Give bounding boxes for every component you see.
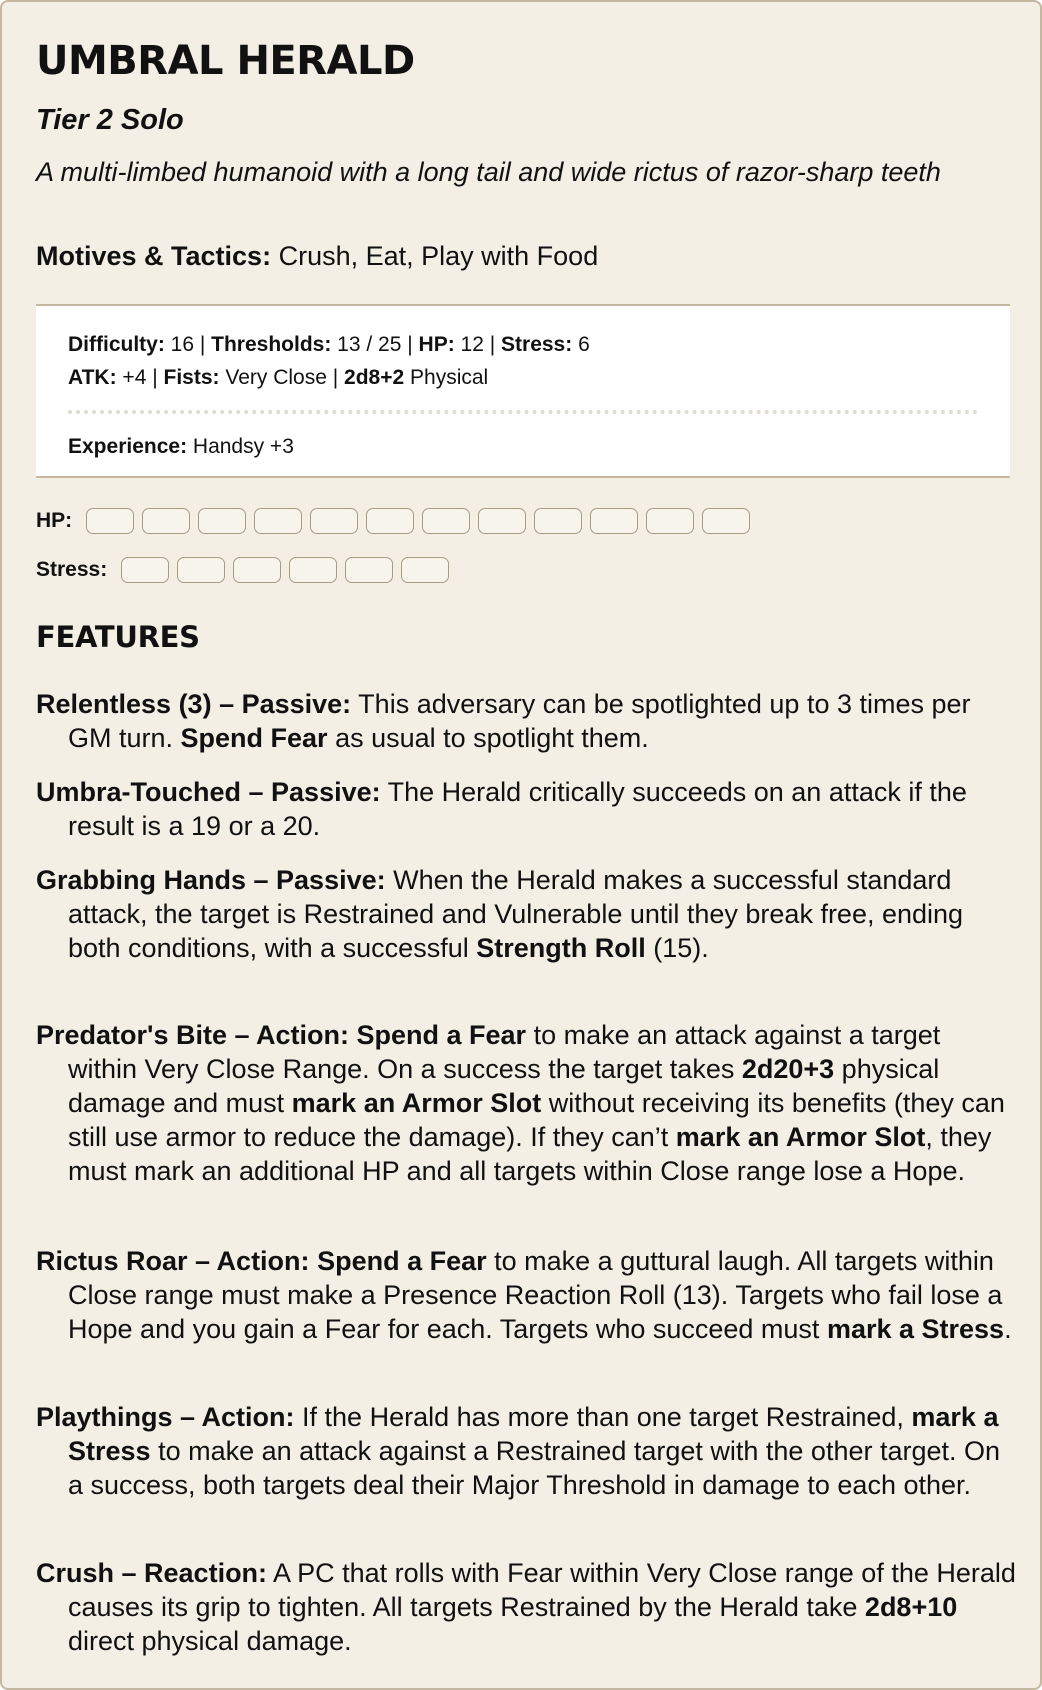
feature-keyword: mark a Stress xyxy=(68,1402,999,1466)
feature-keyword: 2d20+3 xyxy=(741,1054,835,1084)
motives-tactics xyxy=(36,241,598,272)
hp-checkbox[interactable] xyxy=(254,508,302,534)
hp-checkbox[interactable] xyxy=(478,508,526,534)
damage-dice: 2d8+2 xyxy=(344,366,405,389)
feature-text: If the Herald has more than one target Restrained, xyxy=(294,1402,912,1432)
hp-checkbox[interactable] xyxy=(590,508,638,534)
feature-text: to make an attack against a target within Very Close Range. On a success the target takes xyxy=(68,1020,941,1084)
hp-tracker-label: HP: xyxy=(36,509,73,532)
damage-type: Physical xyxy=(404,366,489,389)
feature-title: Relentless (3) – Passive: xyxy=(36,689,352,719)
hp-checkbox[interactable] xyxy=(198,508,246,534)
stress-checkbox[interactable] xyxy=(177,557,225,583)
difficulty-label: Difficulty: xyxy=(68,333,165,356)
feature-text: as usual to spotlight them. xyxy=(327,723,649,753)
stress-tracker xyxy=(36,557,457,583)
feature-text: physical damage and must xyxy=(68,1054,940,1118)
feature-keyword: mark an Armor Slot xyxy=(291,1088,542,1118)
feature-playthings xyxy=(36,1400,1016,1502)
stress-checkbox[interactable] xyxy=(233,557,281,583)
hp-checkbox[interactable] xyxy=(646,508,694,534)
feature-predators-bite xyxy=(36,1018,1016,1188)
stress-tracker-label: Stress: xyxy=(36,558,108,581)
weapon-range: Very Close | xyxy=(219,366,345,389)
feature-text: , they must mark an additional HP and all targets within Close range lose a Hope. xyxy=(68,1122,992,1186)
hp-checkbox[interactable] xyxy=(86,508,134,534)
feature-text: When the Herald makes a successful standard attack, the target is Restrained and Vulnerable until they break free, ending both conditions, with a successful xyxy=(68,865,964,963)
stat-line-attack xyxy=(68,361,978,394)
atk-value: +4 | xyxy=(116,366,164,389)
feature-text: to make an attack against a Restrained target with the other target. On a success, both targets deal their Major Threshold in damage to each other. xyxy=(68,1436,1001,1500)
feature-title: Playthings – Action: xyxy=(36,1402,295,1432)
feature-title: Grabbing Hands – Passive: xyxy=(36,865,386,895)
features-heading: FEATURES xyxy=(36,620,200,654)
feature-text: The Herald critically succeeds on an attack if the result is a 19 or a 20. xyxy=(68,777,967,841)
feature-title: Crush – Reaction: xyxy=(36,1558,268,1588)
feature-keyword: Spend a Fear xyxy=(356,1020,527,1050)
stress-value: 6 xyxy=(572,333,590,356)
feature-text: . xyxy=(1004,1314,1012,1344)
feature-title: Rictus Roar – Action: xyxy=(36,1246,310,1276)
stress-checkbox[interactable] xyxy=(289,557,337,583)
feature-text: without receiving its benefits (they can still use armor to reduce the damage). If they can’t xyxy=(68,1088,1005,1152)
motives-label: Motives & Tactics: xyxy=(36,241,272,271)
hp-checkbox[interactable] xyxy=(366,508,414,534)
stat-line-defense xyxy=(68,328,978,361)
feature-relentless xyxy=(36,687,1016,755)
feature-crush xyxy=(36,1556,1016,1658)
stat-line-experience xyxy=(68,430,978,463)
motives-value: Crush, Eat, Play with Food xyxy=(271,241,599,271)
feature-title: Predator's Bite – Action: xyxy=(36,1020,349,1050)
feature-grabbing-hands xyxy=(36,863,1016,965)
experience-value: Handsy +3 xyxy=(187,435,294,458)
dotted-divider xyxy=(68,410,978,414)
feature-text: A PC that rolls with Fear within Very Close range of the Herald causes its grip to tighten. All targets Restrained by the Herald take xyxy=(68,1558,1016,1622)
feature-keyword: Strength Roll xyxy=(476,933,646,963)
feature-keyword: mark a Stress xyxy=(826,1314,1005,1344)
feature-umbra-touched xyxy=(36,775,1016,843)
feature-keyword: Spend a Fear xyxy=(317,1246,487,1276)
adversary-description: A multi-limbed humanoid with a long tail and wide rictus of razor-sharp teeth xyxy=(36,157,941,187)
stress-label: Stress: xyxy=(501,333,573,356)
feature-keyword: Spend Fear xyxy=(180,723,328,753)
feature-text: (15). xyxy=(645,933,709,963)
hp-checkbox[interactable] xyxy=(310,508,358,534)
feature-text: to make a guttural laugh. All targets within Close range must make a Presence Reaction Roll (13). Targets who fail lose a Hope and you gain a Fear for each. Targets who succeed must xyxy=(68,1246,1003,1344)
stress-checkbox[interactable] xyxy=(121,557,169,583)
atk-label: ATK: xyxy=(68,366,117,389)
hp-checkbox[interactable] xyxy=(142,508,190,534)
stress-checkbox[interactable] xyxy=(345,557,393,583)
difficulty-value: 16 | xyxy=(164,333,212,356)
feature-keyword: mark an Armor Slot xyxy=(675,1122,926,1152)
stress-checkbox[interactable] xyxy=(401,557,449,583)
hp-value: 12 | xyxy=(454,333,502,356)
adversary-name: UMBRAL HERALD xyxy=(36,38,415,84)
hp-checkbox[interactable] xyxy=(534,508,582,534)
feature-text xyxy=(310,1246,318,1276)
feature-text: This adversary can be spotlighted up to 3 times per GM turn. xyxy=(68,689,971,753)
feature-title: Umbra-Touched – Passive: xyxy=(36,777,381,807)
feature-text: direct physical damage. xyxy=(68,1626,352,1656)
hp-checkbox[interactable] xyxy=(702,508,750,534)
thresholds-label: Thresholds: xyxy=(211,333,332,356)
hp-tracker xyxy=(36,508,758,534)
hp-checkbox[interactable] xyxy=(422,508,470,534)
stat-block xyxy=(36,304,1010,478)
feature-keyword: 2d8+10 xyxy=(864,1592,958,1622)
weapon-label: Fists: xyxy=(163,366,220,389)
experience-label: Experience: xyxy=(68,435,188,458)
adversary-tier: Tier 2 Solo xyxy=(36,104,184,136)
hp-label: HP: xyxy=(418,333,455,356)
feature-rictus-roar xyxy=(36,1244,1016,1346)
thresholds-value: 13 / 25 | xyxy=(331,333,419,356)
feature-text xyxy=(349,1020,357,1050)
